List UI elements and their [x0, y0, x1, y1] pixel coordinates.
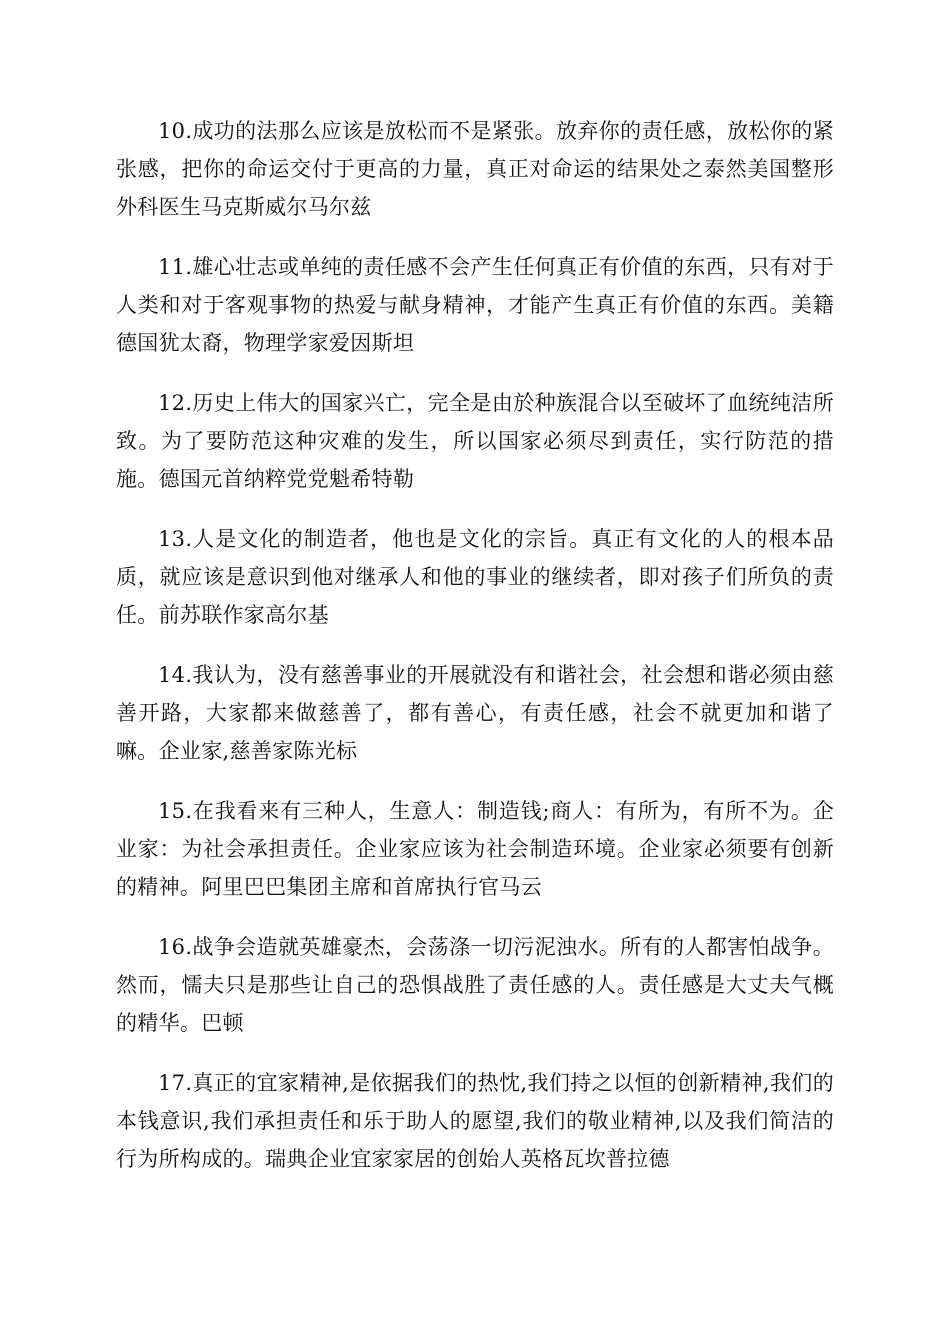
quote-paragraph-15: 15.在我看来有三种人，生意人：制造钱;商人：有所为，有所不为。企业家：为社会承担责任。企业家应该为社会制造环境。企业家必须要有创新的精神。阿里巴巴集团主席和首席执行官马云 [116, 799, 834, 899]
quote-paragraph-16: 16.战争会造就英雄豪杰，会荡涤一切污泥浊水。所有的人都害怕战争。然而，懦夫只是那些让自己的恐惧战胜了责任感的人。责任感是大丈夫气概的精华。巴顿 [116, 935, 834, 1035]
quote-paragraph-12: 12.历史上伟大的国家兴亡，完全是由於种族混合以至破坏了血统纯洁所致。为了要防范这种灾难的发生，所以国家必须尽到责任，实行防范的措施。德国元首纳粹党党魁希特勒 [116, 391, 834, 491]
document-body [116, 112, 834, 1200]
quote-paragraph-13: 13.人是文化的制造者，他也是文化的宗旨。真正有文化的人的根本品质，就应该是意识到他对继承人和他的事业的继续者，即对孩子们所负的责任。前苏联作家高尔基 [116, 527, 834, 627]
quote-paragraph-11: 11.雄心壮志或单纯的责任感不会产生任何真正有价值的东西，只有对于人类和对于客观事物的热爱与献身精神，才能产生真正有价值的东西。美籍德国犹太裔，物理学家爱因斯坦 [116, 255, 834, 355]
quote-paragraph-14: 14.我认为，没有慈善事业的开展就没有和谐社会，社会想和谐必须由慈善开路，大家都来做慈善了，都有善心，有责任感，社会不就更加和谐了嘛。企业家,慈善家陈光标 [116, 663, 834, 763]
quote-paragraph-17: 17.真正的宜家精神,是依据我们的热忱,我们持之以恒的创新精神,我们的本钱意识,我们承担责任和乐于助人的愿望,我们的敬业精神,以及我们简洁的行为所构成的。瑞典企业宜家家居的创始人英格瓦坎普拉德 [116, 1071, 834, 1171]
quote-paragraph-10: 10.成功的法那么应该是放松而不是紧张。放弃你的责任感，放松你的紧张感，把你的命运交付于更高的力量，真正对命运的结果处之泰然美国整形外科医生马克斯威尔马尔兹 [116, 119, 834, 219]
